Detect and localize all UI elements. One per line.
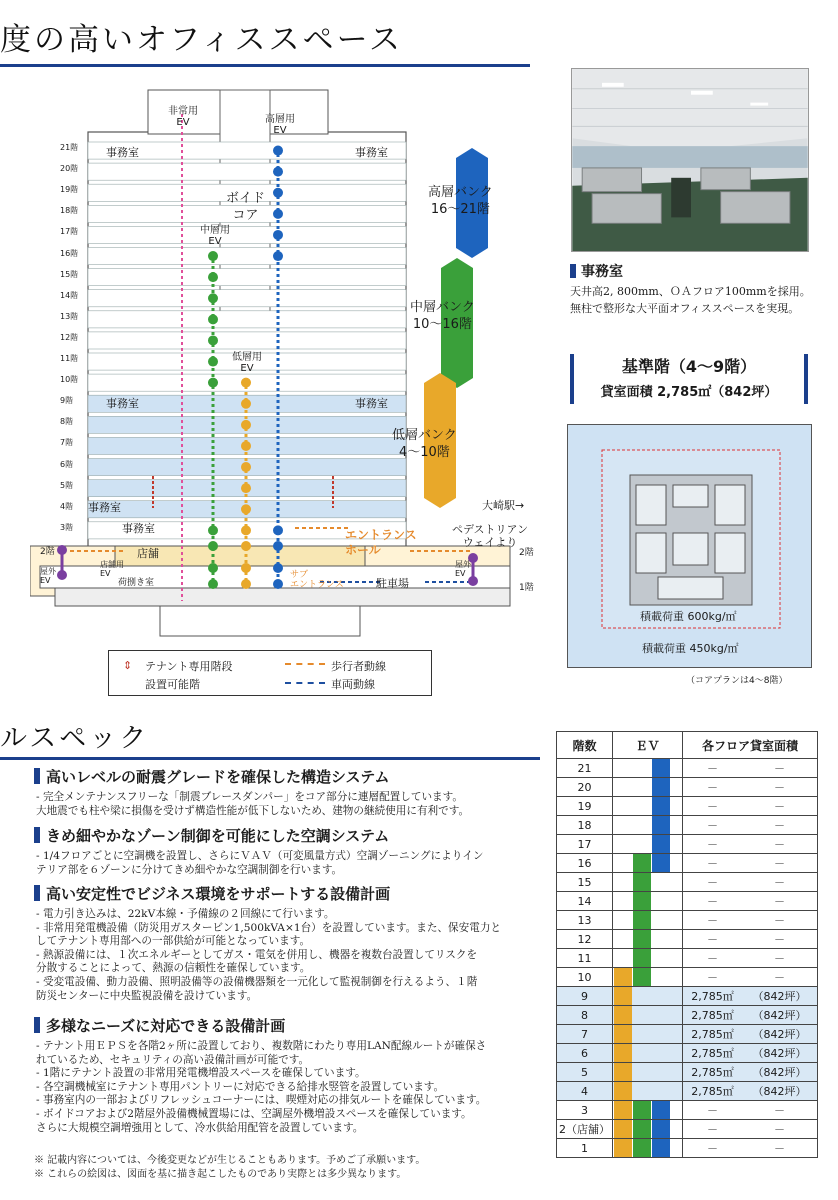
table-header-area: 各フロア貸室面積 — [683, 732, 818, 759]
ev-bank-high — [652, 854, 670, 872]
area-tsubo-cell: － — [742, 911, 817, 930]
title-rule — [0, 64, 530, 67]
sub-entrance-label: サブ エントランス — [290, 570, 344, 590]
spec-title-rule — [0, 757, 540, 760]
ev-stop-dot — [273, 579, 283, 589]
area-sqm-cell: － — [683, 892, 743, 911]
ev-bank-mid — [633, 1101, 651, 1119]
ev-bank-low — [614, 987, 632, 1005]
ev-bank-mid — [633, 949, 651, 967]
ev-bank-mid — [633, 854, 651, 872]
area-tsubo-cell: （842坪） — [742, 1044, 817, 1063]
ev-stop-dot — [273, 209, 283, 219]
floor-slab — [88, 332, 406, 349]
photo-caption-title: 事務室 — [570, 261, 623, 281]
entrance-hall-label: エントランス ホール — [345, 528, 417, 557]
floor-label: 12階 — [60, 332, 79, 342]
area-sqm-cell: 2,785㎡ — [683, 1063, 743, 1082]
table-row — [557, 911, 818, 930]
spec-text-line: れているため、セキュリティの高い設備計画が可能です。 — [36, 1053, 310, 1066]
ev-bank-low — [614, 1044, 632, 1062]
table-row — [557, 1139, 818, 1158]
floor2-right-label: 2階 — [519, 548, 534, 558]
table-row — [557, 873, 818, 892]
ev-cell — [613, 1006, 683, 1025]
floor-cell: 7 — [557, 1025, 613, 1044]
area-tsubo-cell: － — [742, 1120, 817, 1139]
ev-bank-mid — [633, 930, 651, 948]
ev-bank-low — [614, 1101, 632, 1119]
spec-text-line: テリア部を６ゾーンに分けてきめ細やかな空調制御を行います。 — [36, 863, 343, 876]
area-tsubo-cell: － — [742, 797, 817, 816]
shop-ev-label: 店舗用 EV — [100, 560, 124, 578]
ev-bank-mid — [633, 892, 651, 910]
ev-bank-low — [614, 1025, 632, 1043]
ev-bank-high — [652, 797, 670, 815]
floor2-left-label: 2階 — [40, 547, 55, 557]
spec-text-line: - テナント用ＥＰＳを各階2ヶ所に設置しており、複数階にわたり専用LAN配線ルートが確保さ — [36, 1040, 487, 1052]
high-ev-label: 高層用 EV — [265, 114, 295, 136]
floor-cell: 17 — [557, 835, 613, 854]
floor-slab — [88, 290, 406, 307]
high-bank-label: 高層バンク 16〜21階 — [428, 185, 493, 217]
ev-cell — [613, 987, 683, 1006]
walk-legend-line — [285, 663, 325, 665]
ev-cell — [613, 968, 683, 987]
spec-section-title: ルスペック — [0, 723, 150, 754]
unloading-label: 荷捌き室 — [118, 578, 155, 588]
stair-legend-label: テナント専用階段 — [145, 660, 233, 673]
area-sqm-cell: － — [683, 1120, 743, 1139]
area-sqm-cell: 2,785㎡ — [683, 1044, 743, 1063]
ev-bank-mid — [633, 1120, 651, 1138]
area-sqm-cell: － — [683, 911, 743, 930]
area-tsubo-cell: － — [742, 968, 817, 987]
outdoor-ev-left-label: 屋外 EV — [40, 567, 56, 585]
ev-stop-dot — [241, 399, 251, 409]
floor-cell: 9 — [557, 987, 613, 1006]
ev-cell — [613, 911, 683, 930]
floor1-band — [55, 588, 510, 606]
table-row — [557, 1101, 818, 1120]
floor-label: 6階 — [60, 459, 74, 469]
area-tsubo-cell: － — [742, 835, 817, 854]
area-sqm-cell: 2,785㎡ — [683, 987, 743, 1006]
ev-stop-dot — [208, 378, 218, 388]
floor-label: 7階 — [60, 438, 74, 448]
ev-bank-high — [652, 835, 670, 853]
ev-stop-dot — [208, 579, 218, 589]
spec-text-line: 大地震でも柱や梁に損傷を受けず構造性能が低下しないため、建物の継続使用に有利です。 — [36, 804, 470, 817]
floor-slab — [88, 311, 406, 328]
area-sqm-cell: － — [683, 949, 743, 968]
spec-text-line: - 各空調機械室にテナント専用パントリーに対応できる給排水竪管を設置しています。 — [36, 1080, 445, 1093]
void-core-label: ボイド コア — [226, 191, 266, 223]
spec-text-line: - 事務室内の一部およびリフレッシュコーナーには、喫煙対応の排気ルートを確保しています。 — [36, 1094, 487, 1107]
spec-text-line: してテナント専用部への一部供給が可能となっています。 — [36, 935, 311, 948]
ev-bank-high — [652, 759, 670, 777]
table-row — [557, 892, 818, 911]
area-tsubo-cell: － — [742, 1139, 817, 1158]
area-tsubo-cell: － — [742, 778, 817, 797]
standard-floor-area: 貸室面積 2,785㎡（842坪） — [600, 385, 778, 400]
floor-label: 16階 — [60, 248, 79, 258]
spec-text-line: - 1階にテナント設置の非常用発電機増設スペースを確保しています。 — [36, 1067, 366, 1080]
ev-stop-dot — [273, 188, 283, 198]
ev-cell — [613, 1120, 683, 1139]
floor-label: 5階 — [60, 480, 74, 490]
emergency-ev-label: 非常用 EV — [168, 106, 198, 128]
area-sqm-cell: － — [683, 778, 743, 797]
table-row — [557, 778, 818, 797]
ev-stop-dot — [208, 251, 218, 261]
footnote-2: ※ これらの絵図は、図面を基に描き起こしたものであり実際とは多少異なります。 — [34, 1169, 407, 1180]
parking-label: 駐車場 — [376, 577, 409, 590]
floor-label: 11階 — [60, 354, 79, 363]
table-row — [557, 1044, 818, 1063]
area-tsubo-cell: （842坪） — [742, 1082, 817, 1101]
ev-bank-low — [614, 1006, 632, 1024]
spec-text-line: - ボイドコアおよび2階屋外設備機械置場には、空調屋外機増設スペースを確保しています。 — [36, 1108, 472, 1120]
floor-label: 4階 — [60, 501, 74, 511]
floor-label: 14階 — [60, 290, 79, 300]
floor-cell: 18 — [557, 816, 613, 835]
floor-label: 3階 — [60, 522, 74, 532]
floor-cell: 14 — [557, 892, 613, 911]
office-label-21r: 事務室 — [355, 146, 388, 159]
mid-ev-label: 中層用 EV — [200, 225, 230, 247]
office-photo — [571, 68, 809, 252]
low-ev-label: 低層用 EV — [232, 352, 262, 374]
area-tsubo-cell: － — [742, 873, 817, 892]
ev-stop-dot — [208, 272, 218, 282]
floor-cell: 3 — [557, 1101, 613, 1120]
spec-text-line: - 完全メンテナンスフリーな「制震ブレースダンパー」をコア部分に連層配置しています。 — [36, 791, 463, 803]
floor-plan-drawing — [568, 425, 813, 669]
table-row — [557, 816, 818, 835]
standard-floor-header — [570, 354, 808, 404]
ev-cell — [613, 778, 683, 797]
floor-label: 18階 — [60, 206, 79, 216]
floor-slab — [88, 248, 406, 265]
ev-cell — [613, 759, 683, 778]
area-sqm-cell: 2,785㎡ — [683, 1082, 743, 1101]
ev-cell — [613, 816, 683, 835]
floor-cell: 5 — [557, 1063, 613, 1082]
spec-text-line: - 非常用発電機設備（防災用ガスタービン1,500kVA×1台）を設置しています。また、保安電力と — [36, 921, 502, 934]
area-tsubo-cell: （842坪） — [742, 1006, 817, 1025]
floor-cell: 11 — [557, 949, 613, 968]
inner-load-label: 積載荷重 600kg/㎡ — [640, 610, 737, 623]
ev-cell — [613, 930, 683, 949]
ev-bank-low — [614, 1063, 632, 1081]
floor-cell: 19 — [557, 797, 613, 816]
table-row — [557, 930, 818, 949]
area-sqm-cell: － — [683, 1139, 743, 1158]
table-header-ev: ＥＶ — [613, 732, 683, 759]
floor-label: 19階 — [60, 185, 79, 195]
floor-label: 15階 — [60, 269, 79, 279]
building-section-diagram — [30, 78, 545, 643]
spec-text-line: - 受変電設備、動力設備、照明設備等の設備機器類を一元化して監視制御を行えるよう、１階 — [36, 976, 478, 988]
ev-stop-dot — [241, 483, 251, 493]
ev-cell — [613, 835, 683, 854]
stair-legend-label-2: 設置可能階 — [145, 678, 200, 691]
ev-stop-dot — [273, 167, 283, 177]
ev-bank-low — [614, 1120, 632, 1138]
table-row — [557, 968, 818, 987]
page-title: 度の高いオフィススペース — [0, 22, 404, 58]
core-plan-note: （コアプランは4〜8階） — [686, 676, 788, 686]
ev-bank-mid — [633, 911, 651, 929]
ev-cell — [613, 1101, 683, 1120]
area-sqm-cell: － — [683, 930, 743, 949]
photo-caption-text: 天井高2, 800mm、ＯＡフロア100mmを採用。 無柱で整形な大平面オフィススペースを実現。 — [570, 285, 811, 315]
ev-stop-dot — [241, 420, 251, 430]
spec-text-line: さらに大規模空調増強用として、冷水供給用配管を設置しています。 — [36, 1121, 364, 1134]
area-tsubo-cell: （842坪） — [742, 1025, 817, 1044]
ev-stop-dot — [208, 541, 218, 551]
spec-text-line: 分散することによって、熱源の信頼性を確保しています。 — [36, 962, 311, 975]
floor-label: 9階 — [60, 396, 74, 406]
spec-heading-2: 高い安定性でビジネス環境をサポートする設備計画 — [34, 883, 390, 904]
floor-label: 8階 — [60, 417, 74, 427]
ev-cell — [613, 1044, 683, 1063]
ev-stop-dot — [241, 378, 251, 388]
floor-cell: 8 — [557, 1006, 613, 1025]
ev-bank-high — [652, 778, 670, 796]
floor-ev-table — [556, 731, 818, 1158]
office-label-9r: 事務室 — [355, 397, 388, 410]
ev-bank-mid — [633, 968, 651, 986]
table-row — [557, 759, 818, 778]
area-tsubo-cell: － — [742, 854, 817, 873]
floor-cell: 20 — [557, 778, 613, 797]
area-tsubo-cell: － — [742, 892, 817, 911]
spec-text-line: 防災センターに中央監視設備を設けています。 — [36, 989, 258, 1002]
area-sqm-cell: 2,785㎡ — [683, 1006, 743, 1025]
ev-bank-low — [614, 1139, 632, 1157]
floor-cell: 6 — [557, 1044, 613, 1063]
area-sqm-cell: － — [683, 1101, 743, 1120]
floor-slab — [88, 226, 406, 243]
ev-stop-dot — [241, 525, 251, 535]
standard-floor-plan — [567, 424, 812, 668]
floor-label: 17階 — [60, 227, 79, 237]
table-row — [557, 1006, 818, 1025]
floor-cell: 16 — [557, 854, 613, 873]
osaki-station-label: 大崎駅→ — [482, 499, 525, 512]
car-legend-line — [285, 682, 325, 684]
ev-stop-dot — [241, 441, 251, 451]
area-sqm-cell: － — [683, 759, 743, 778]
table-row — [557, 797, 818, 816]
spec-heading-3: 多様なニーズに対応できる設備計画 — [34, 1015, 285, 1036]
spec-heading-0: 高いレベルの耐震グレードを確保した構造システム — [34, 766, 390, 787]
floor-cell: 12 — [557, 930, 613, 949]
ev-stop-dot — [208, 357, 218, 367]
area-sqm-cell: － — [683, 816, 743, 835]
area-tsubo-cell: （842坪） — [742, 987, 817, 1006]
spec-text-line: - 電力引き込みは、22kV本線・予備線の２回線にて行います。 — [36, 908, 335, 920]
table-row — [557, 987, 818, 1006]
ev-cell — [613, 892, 683, 911]
ev-cell — [613, 797, 683, 816]
table-row — [557, 1082, 818, 1101]
area-tsubo-cell: － — [742, 930, 817, 949]
footnote-1: ※ 記載内容については、今後変更などが生じることもあります。予めご了承願います。 — [34, 1155, 426, 1166]
area-tsubo-cell: （842坪） — [742, 1063, 817, 1082]
area-tsubo-cell: － — [742, 949, 817, 968]
ev-stop-dot — [273, 525, 283, 535]
diagram-legend — [108, 650, 432, 696]
ev-stop-dot — [208, 293, 218, 303]
area-tsubo-cell: － — [742, 1101, 817, 1120]
floor-slab — [88, 163, 406, 180]
car-legend-label: 車両動線 — [331, 678, 375, 691]
floor-cell: 21 — [557, 759, 613, 778]
spec-text-line: - 1/4フロアごとに空調機を設置し、さらにＶＡＶ（可変風量方式）空調ゾーニングによりイン — [36, 850, 484, 862]
ev-stop-dot — [208, 525, 218, 535]
walk-legend-label: 歩行者動線 — [331, 660, 386, 673]
ev-stop-dot — [273, 146, 283, 156]
table-row — [557, 1025, 818, 1044]
area-sqm-cell: － — [683, 835, 743, 854]
ev-stop-dot — [273, 541, 283, 551]
floor-label: 10階 — [60, 375, 79, 385]
area-sqm-cell: － — [683, 797, 743, 816]
ev-stop-dot — [273, 563, 283, 573]
shop-label: 店舗 — [137, 547, 159, 560]
outer-load-label: 積載荷重 450kg/㎡ — [642, 642, 739, 655]
table-header-floor: 階数 — [557, 732, 613, 759]
ev-bank-low — [614, 1082, 632, 1100]
office-label-3: 事務室 — [122, 522, 155, 535]
floor-cell: 15 — [557, 873, 613, 892]
ev-stop-dot — [241, 579, 251, 589]
ev-stop-dot — [241, 541, 251, 551]
spec-text-line: - 熱源設備には、１次エネルギーとしてガス・電気を併用し、機器を複数台設置してリスクを — [36, 948, 478, 961]
floor-cell: 2（店舗） — [557, 1120, 613, 1139]
ev-stop-dot — [208, 314, 218, 324]
ev-cell — [613, 1082, 683, 1101]
area-sqm-cell: － — [683, 968, 743, 987]
floor-label: 13階 — [60, 311, 79, 321]
spec-heading-1: きめ細やかなゾーン制御を可能にした空調システム — [34, 825, 389, 846]
basement — [160, 606, 360, 636]
standard-floor-title: 基準階（4〜9階） — [621, 357, 757, 376]
area-sqm-cell: － — [683, 873, 743, 892]
area-sqm-cell: 2,785㎡ — [683, 1025, 743, 1044]
mid-bank-label: 中層バンク 10〜16階 — [410, 300, 475, 332]
ev-stop-dot — [273, 251, 283, 261]
outdoor-ev-right-label: 屋外 EV — [455, 560, 471, 578]
ev-bank-high — [652, 1101, 670, 1119]
office-label-4: 事務室 — [88, 501, 121, 514]
ev-cell — [613, 873, 683, 892]
floor-slab — [88, 269, 406, 286]
table-row — [557, 1063, 818, 1082]
ev-stop-dot — [208, 335, 218, 345]
ev-stop-dot — [241, 462, 251, 472]
area-sqm-cell: － — [683, 854, 743, 873]
ev-cell — [613, 1063, 683, 1082]
ev-bank-high — [652, 1120, 670, 1138]
table-row — [557, 949, 818, 968]
floor1-right-label: 1階 — [519, 583, 534, 593]
ev-bank-mid — [633, 873, 651, 891]
area-tsubo-cell: － — [742, 759, 817, 778]
floor-label: 20階 — [60, 164, 79, 174]
stair-legend-icon: ⇕ — [123, 659, 133, 672]
table-row — [557, 835, 818, 854]
floor-cell: 1 — [557, 1139, 613, 1158]
ev-stop-dot — [273, 230, 283, 240]
low-bank-label: 低層バンク 4〜10階 — [392, 428, 457, 460]
ev-bank-high — [652, 1139, 670, 1157]
ev-cell — [613, 949, 683, 968]
office-label-21: 事務室 — [106, 146, 139, 159]
ev-bank-high — [652, 816, 670, 834]
floor-label: 21階 — [60, 143, 79, 152]
ev-stop-dot — [208, 563, 218, 573]
ev-bank-low — [614, 968, 632, 986]
ev-cell — [613, 1025, 683, 1044]
area-tsubo-cell: － — [742, 816, 817, 835]
floor-cell: 10 — [557, 968, 613, 987]
ev-stop-dot — [241, 504, 251, 514]
office-label-9: 事務室 — [106, 397, 139, 410]
table-row — [557, 854, 818, 873]
floor-cell: 13 — [557, 911, 613, 930]
table-row — [557, 1120, 818, 1139]
ev-stop-dot — [241, 563, 251, 573]
ev-cell — [613, 854, 683, 873]
ev-cell — [613, 1139, 683, 1158]
pedestrian-label: ペデストリアン ウェイより — [452, 523, 529, 549]
floor-cell: 4 — [557, 1082, 613, 1101]
ev-bank-mid — [633, 1139, 651, 1157]
